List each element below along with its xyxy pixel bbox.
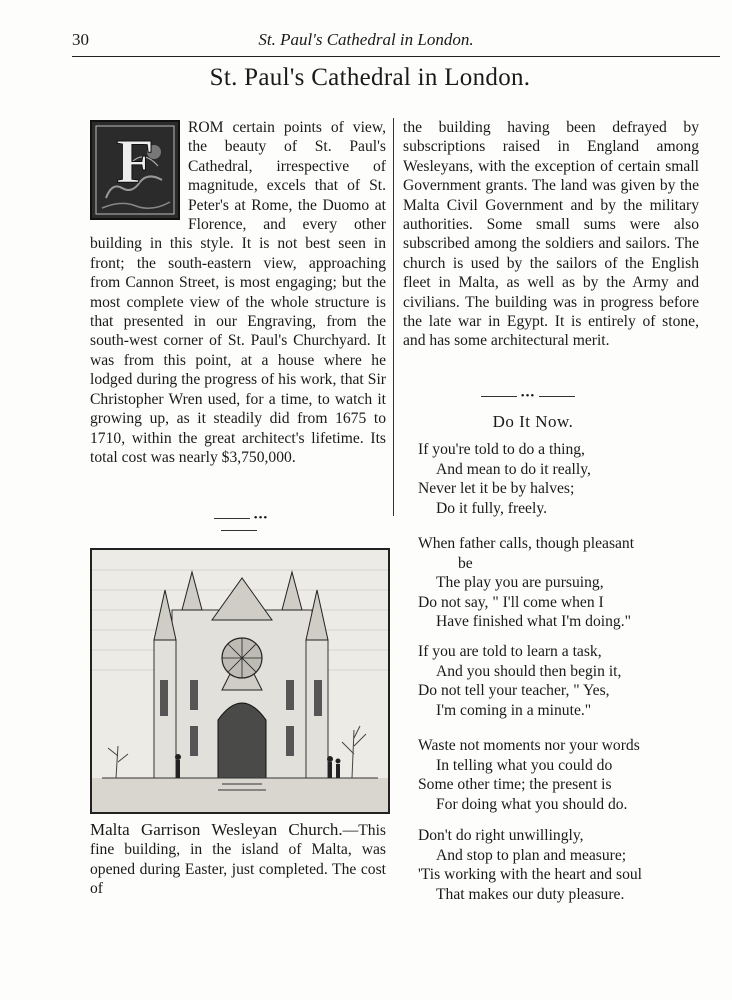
poem-line: Do not say, " I'll come when I (418, 593, 604, 611)
poem-line: If you are told to learn a task, (418, 643, 602, 660)
poem-line: I'm coming in a minute." (436, 701, 592, 719)
malta-caption-title: Malta Garrison Wesleyan Church. (90, 820, 343, 839)
poem-line: If you're told to do a thing, (418, 441, 585, 458)
poem-line: be (458, 554, 473, 572)
svg-text:F: F (116, 128, 154, 196)
poem-line: Do it fully, freely. (436, 499, 547, 517)
running-title: St. Paul's Cathedral in London. (258, 30, 474, 49)
malta-continued-text: the building having been defrayed by subscriptions raised in England among Wesleyans, with the exception of certain small Government grants. The land was given by the Malta Civil Government and by the military authorities. Some small sums were also subscribed among the soldiers and sailors. The church is used by the sailors of the English fleet in Malta, as well as by the Army and civilians. The building was in progress before the late war in Egypt. It is entirely of stone, and has some architectural merit. (403, 119, 699, 350)
church-illustration-icon (92, 550, 388, 812)
article-body-text: ROM certain points of view, the beauty of St. Paul's Cathedral, irrespective of magnitude, excels that of St. Peter's at Rome, the Duomo at Florence, and every other building in this style. It is not best seen in front; the south-eastern view, approaching from Cannon Street, is most engaging; but the most complete view of the whole structure is that presented in our Engraving, from the south-west corner of St. Paul's Churchyard. It was from this point, at a house where he lodged during the progress of his work, that Sir Christopher Wren used, for a time, to watch it growing up, as it steadily did from 1675 to 1710, within the great architect's lifetime. Its total cost was nearly $3,750,000. (90, 119, 386, 466)
malta-caption-text: —This fine building, in the island of Malta, was opened during Easter, just completed. The cost of (90, 822, 386, 898)
poem-stanza-3 (418, 642, 708, 720)
malta-church-engraving (90, 548, 390, 814)
poem-line: 'Tis working with the heart and soul (418, 866, 643, 884)
poem-stanza-1 (418, 440, 708, 518)
poem-line: The play you are pursuing, (436, 574, 604, 592)
article-body-left (90, 118, 386, 467)
poem-line: In telling what you could do (436, 756, 613, 774)
poem-line: And you should then begin it, (436, 662, 622, 680)
column-divider (393, 118, 394, 516)
header-rule (72, 56, 720, 57)
poem-line: Never let it be by halves; (418, 480, 575, 498)
poem-line: For doing what you should do. (436, 795, 628, 813)
poem-stanza-5 (418, 826, 708, 904)
poem-line: That makes our duty pleasure. (436, 885, 625, 903)
section-ornament-left: ••• (196, 512, 282, 536)
poem-line: Don't do right unwillingly, (418, 827, 584, 844)
poem-title: Do It Now. (492, 412, 574, 431)
poem-stanza-4 (418, 736, 708, 814)
poem-line: And mean to do it really, (436, 460, 591, 478)
page-number: 30 (72, 30, 89, 49)
poem-line: Waste not moments nor your words (418, 737, 640, 754)
malta-caption (90, 820, 386, 899)
running-header (72, 28, 660, 50)
article-title: St. Paul's Cathedral in London. (209, 64, 531, 91)
poem-line: And stop to plan and measure; (436, 846, 627, 864)
poem-stanza-2 (418, 534, 708, 632)
poem-line: When father calls, though pleasant (418, 535, 635, 552)
section-ornament-right: ••• (468, 390, 588, 402)
poem-line: Some other time; the present is (418, 776, 612, 794)
poem-line: Have finished what I'm doing." (436, 613, 631, 631)
dropcap-illustration (90, 120, 180, 220)
poem-line: Do not tell your teacher, " Yes, (418, 682, 610, 700)
dropcap-ornament-icon (92, 122, 178, 218)
